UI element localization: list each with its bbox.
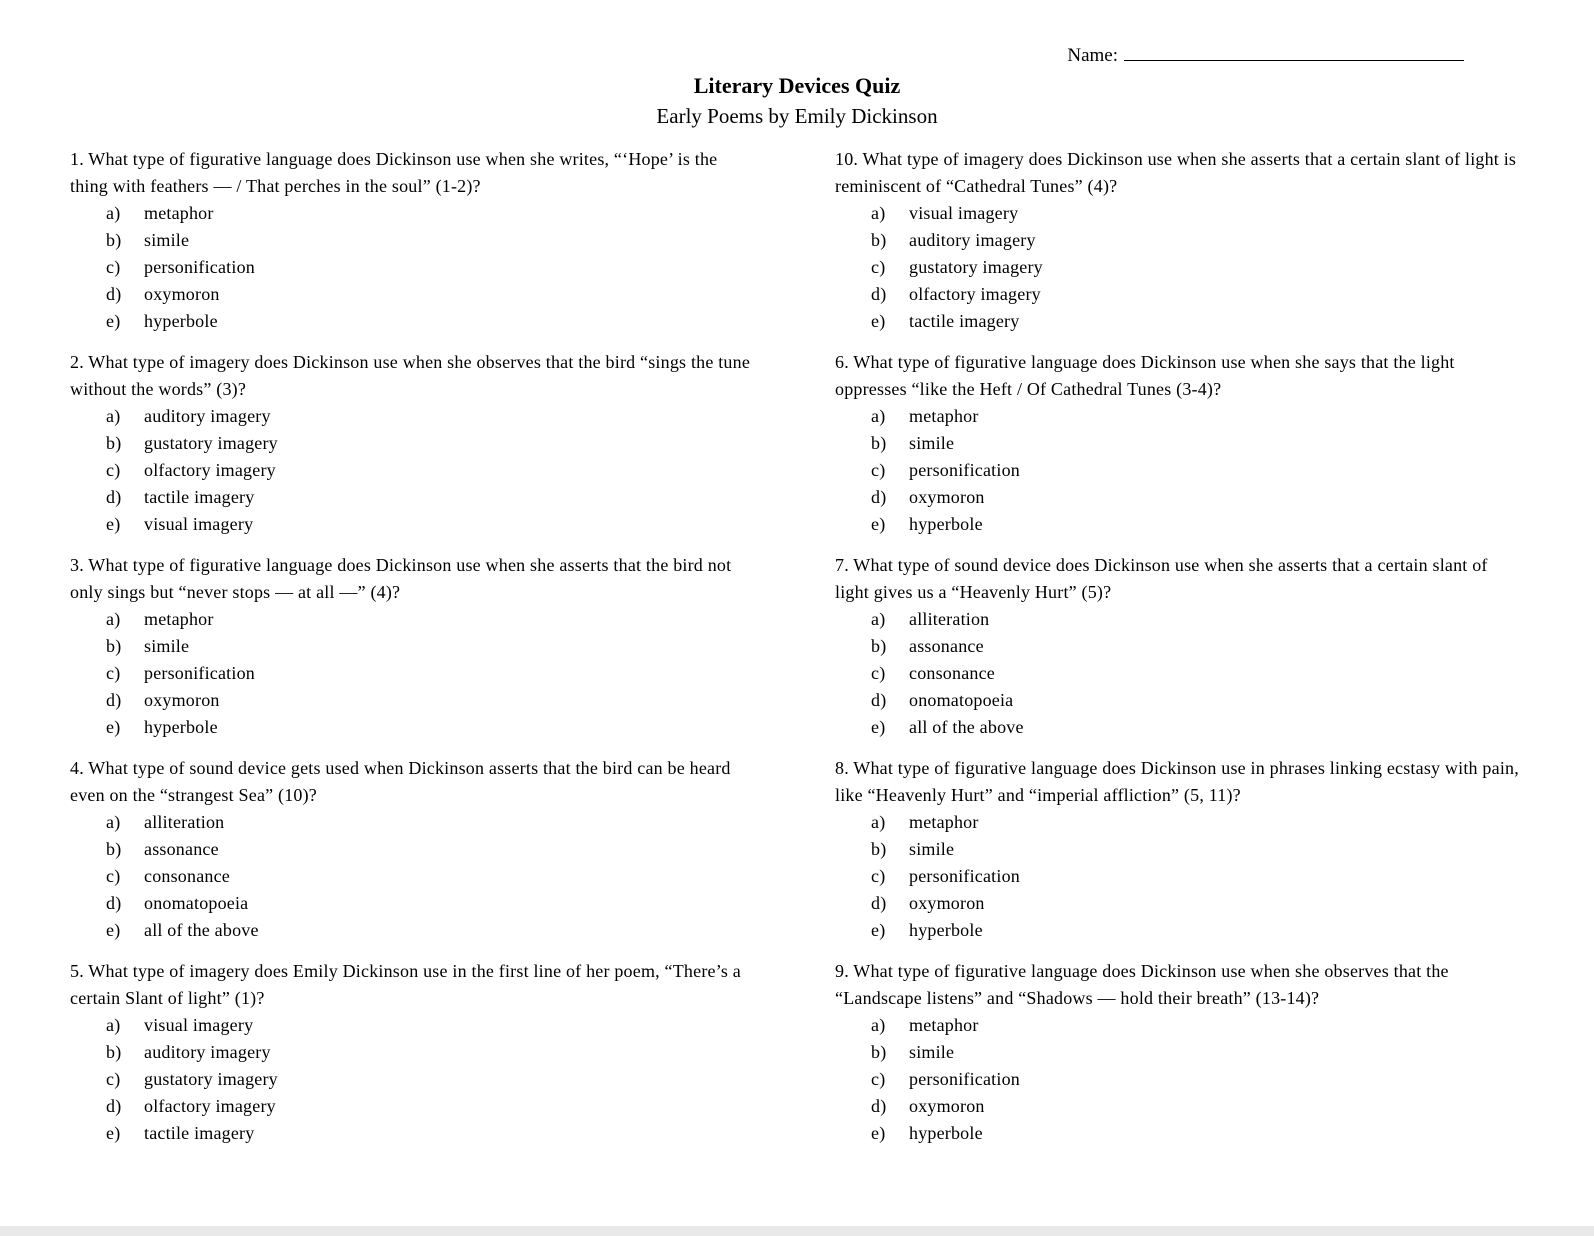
- option-letter: d): [106, 1096, 122, 1116]
- option-label: simile: [909, 839, 955, 859]
- answer-option: [835, 457, 1524, 484]
- option-letter: e): [871, 717, 886, 737]
- option-label: hyperbole: [909, 514, 983, 534]
- question-block: [70, 552, 759, 741]
- option-label: metaphor: [144, 609, 214, 629]
- column-left: [70, 146, 759, 1161]
- option-letter: e): [871, 311, 886, 331]
- option-letter: e): [106, 717, 121, 737]
- option-letter: a): [871, 1015, 886, 1035]
- option-label: oxymoron: [144, 690, 220, 710]
- option-letter: a): [871, 406, 886, 426]
- option-label: visual imagery: [144, 514, 254, 534]
- option-label: oxymoron: [144, 284, 220, 304]
- option-letter: b): [106, 636, 122, 656]
- name-row: [70, 42, 1524, 69]
- option-label: simile: [144, 636, 190, 656]
- option-label: consonance: [144, 866, 230, 886]
- option-label: simile: [909, 433, 955, 453]
- option-letter: b): [106, 1042, 122, 1062]
- name-label: Name:: [1067, 45, 1118, 66]
- option-letter: d): [871, 284, 887, 304]
- question-prompt: 3. What type of figurative language does Dickinson use when she asserts that the bird not only sings but “never stops — at all —” (4)?: [70, 555, 732, 602]
- question-prompt: 7. What type of sound device does Dickinson use when she asserts that a certain slant of light gives us a “Heavenly Hurt” (5)?: [835, 555, 1488, 602]
- option-label: onomatopoeia: [909, 690, 1014, 710]
- answer-option: [835, 1066, 1524, 1093]
- option-letter: b): [871, 433, 887, 453]
- answer-option: [70, 511, 759, 538]
- option-list: [70, 403, 759, 538]
- question-block: [835, 146, 1524, 335]
- answer-option: [835, 430, 1524, 457]
- option-letter: c): [106, 460, 121, 480]
- option-letter: b): [871, 1042, 887, 1062]
- option-label: alliteration: [144, 812, 225, 832]
- option-letter: d): [871, 487, 887, 507]
- option-label: olfactory imagery: [144, 1096, 276, 1116]
- option-label: metaphor: [144, 203, 214, 223]
- option-label: alliteration: [909, 609, 990, 629]
- question-block: [70, 958, 759, 1147]
- page-subtitle: Early Poems by Emily Dickinson: [656, 104, 938, 128]
- option-label: all of the above: [144, 920, 259, 940]
- option-label: metaphor: [909, 812, 979, 832]
- answer-option: [70, 890, 759, 917]
- question-prompt: 9. What type of figurative language does Dickinson use when she observes that the “Landscape listens” and “Shadows — hold their breath” (13-14)?: [835, 961, 1449, 1008]
- question-block: [835, 755, 1524, 944]
- question-prompt: 8. What type of figurative language does Dickinson use in phrases linking ecstasy with pain, like “Heavenly Hurt” and “imperial affliction” (5, 11)?: [835, 758, 1519, 805]
- option-letter: b): [871, 839, 887, 859]
- option-letter: a): [871, 812, 886, 832]
- option-list: [835, 200, 1524, 335]
- option-label: gustatory imagery: [144, 433, 278, 453]
- question-block: [835, 552, 1524, 741]
- answer-option: [835, 308, 1524, 335]
- answer-option: [835, 227, 1524, 254]
- option-label: oxymoron: [909, 893, 985, 913]
- option-letter: a): [106, 406, 121, 426]
- answer-option: [70, 1093, 759, 1120]
- option-label: visual imagery: [909, 203, 1019, 223]
- option-letter: b): [871, 230, 887, 250]
- option-letter: d): [871, 690, 887, 710]
- option-label: gustatory imagery: [144, 1069, 278, 1089]
- option-list: [835, 1012, 1524, 1147]
- option-list: [70, 809, 759, 944]
- option-letter: d): [106, 893, 122, 913]
- option-letter: d): [106, 487, 122, 507]
- option-list: [835, 606, 1524, 741]
- answer-option: [70, 227, 759, 254]
- option-letter: b): [106, 839, 122, 859]
- option-letter: c): [106, 257, 121, 277]
- answer-option: [835, 484, 1524, 511]
- answer-option: [70, 484, 759, 511]
- option-list: [835, 403, 1524, 538]
- option-label: assonance: [909, 636, 984, 656]
- answer-option: [835, 1039, 1524, 1066]
- option-list: [70, 1012, 759, 1147]
- answer-option: [70, 254, 759, 281]
- option-letter: c): [871, 257, 886, 277]
- answer-option: [70, 687, 759, 714]
- option-letter: c): [871, 663, 886, 683]
- answer-option: [70, 281, 759, 308]
- option-letter: e): [871, 1123, 886, 1143]
- option-label: all of the above: [909, 717, 1024, 737]
- answer-option: [835, 1012, 1524, 1039]
- option-letter: e): [106, 920, 121, 940]
- option-label: personification: [909, 1069, 1020, 1089]
- answer-option: [835, 714, 1524, 741]
- option-label: olfactory imagery: [144, 460, 276, 480]
- option-letter: c): [871, 460, 886, 480]
- option-letter: a): [106, 609, 121, 629]
- answer-option: [835, 403, 1524, 430]
- option-label: personification: [909, 460, 1020, 480]
- option-label: hyperbole: [909, 920, 983, 940]
- answer-option: [70, 457, 759, 484]
- answer-option: [70, 863, 759, 890]
- option-label: metaphor: [909, 1015, 979, 1035]
- option-letter: a): [106, 203, 121, 223]
- answer-option: [70, 1120, 759, 1147]
- page-title: Literary Devices Quiz: [693, 73, 901, 98]
- option-letter: c): [106, 663, 121, 683]
- answer-option: [835, 1120, 1524, 1147]
- question-prompt: 6. What type of figurative language does Dickinson use when she says that the light oppresses “like the Heft / Of Cathedral Tunes (3-4)?: [835, 352, 1455, 399]
- question-block: [70, 146, 759, 335]
- option-list: [835, 809, 1524, 944]
- question-block: [70, 755, 759, 944]
- answer-option: [70, 660, 759, 687]
- option-letter: e): [106, 311, 121, 331]
- option-label: consonance: [909, 663, 995, 683]
- question-prompt: 5. What type of imagery does Emily Dickinson use in the first line of her poem, “There’s a certain Slant of light” (1)?: [70, 961, 741, 1008]
- horizontal-scrollbar-track[interactable]: [0, 1226, 1594, 1236]
- option-letter: a): [871, 203, 886, 223]
- option-letter: d): [871, 1096, 887, 1116]
- option-letter: e): [871, 920, 886, 940]
- option-label: metaphor: [909, 406, 979, 426]
- question-block: [70, 349, 759, 538]
- option-label: hyperbole: [144, 717, 218, 737]
- question-prompt: 2. What type of imagery does Dickinson use when she observes that the bird “sings the tune without the words” (3)?: [70, 352, 751, 399]
- answer-option: [835, 1093, 1524, 1120]
- option-label: hyperbole: [909, 1123, 983, 1143]
- option-label: simile: [144, 230, 190, 250]
- answer-option: [835, 687, 1524, 714]
- answer-option: [70, 836, 759, 863]
- option-letter: b): [106, 433, 122, 453]
- option-list: [70, 200, 759, 335]
- option-letter: e): [106, 514, 121, 534]
- answer-option: [835, 836, 1524, 863]
- answer-option: [835, 863, 1524, 890]
- answer-option: [835, 890, 1524, 917]
- option-label: personification: [144, 663, 255, 683]
- answer-option: [835, 809, 1524, 836]
- option-letter: b): [106, 230, 122, 250]
- answer-option: [70, 1039, 759, 1066]
- option-label: onomatopoeia: [144, 893, 249, 913]
- question-prompt: 10. What type of imagery does Dickinson use when she asserts that a certain slant of light is reminiscent of “Cathedral Tunes” (4)?: [835, 149, 1517, 196]
- option-label: hyperbole: [144, 311, 218, 331]
- answer-option: [835, 200, 1524, 227]
- question-prompt: 4. What type of sound device gets used when Dickinson asserts that the bird can be heard even on the “strangest Sea” (10)?: [70, 758, 731, 805]
- option-letter: c): [106, 1069, 121, 1089]
- option-label: auditory imagery: [144, 406, 271, 426]
- option-letter: d): [106, 690, 122, 710]
- option-label: oxymoron: [909, 487, 985, 507]
- option-label: tactile imagery: [909, 311, 1020, 331]
- answer-option: [70, 430, 759, 457]
- answer-option: [835, 633, 1524, 660]
- answer-option: [70, 809, 759, 836]
- quiz-columns: [70, 146, 1524, 1161]
- name-blank-line: [1124, 42, 1464, 61]
- answer-option: [70, 714, 759, 741]
- option-letter: d): [871, 893, 887, 913]
- answer-option: [70, 1066, 759, 1093]
- option-label: gustatory imagery: [909, 257, 1043, 277]
- option-label: visual imagery: [144, 1015, 254, 1035]
- answer-option: [835, 606, 1524, 633]
- answer-option: [70, 633, 759, 660]
- answer-option: [70, 308, 759, 335]
- option-label: simile: [909, 1042, 955, 1062]
- column-right: [835, 146, 1524, 1161]
- option-letter: d): [106, 284, 122, 304]
- answer-option: [835, 281, 1524, 308]
- option-letter: a): [106, 812, 121, 832]
- answer-option: [835, 511, 1524, 538]
- answer-option: [835, 254, 1524, 281]
- option-letter: c): [871, 866, 886, 886]
- answer-option: [70, 403, 759, 430]
- answer-option: [835, 660, 1524, 687]
- answer-option: [70, 200, 759, 227]
- option-letter: b): [871, 636, 887, 656]
- option-letter: c): [871, 1069, 886, 1089]
- answer-option: [70, 606, 759, 633]
- option-letter: a): [106, 1015, 121, 1035]
- option-label: tactile imagery: [144, 1123, 255, 1143]
- option-letter: e): [871, 514, 886, 534]
- option-label: personification: [909, 866, 1020, 886]
- option-label: personification: [144, 257, 255, 277]
- option-letter: a): [871, 609, 886, 629]
- option-label: tactile imagery: [144, 487, 255, 507]
- question-block: [835, 958, 1524, 1147]
- option-letter: e): [106, 1123, 121, 1143]
- answer-option: [70, 917, 759, 944]
- option-label: oxymoron: [909, 1096, 985, 1116]
- option-label: assonance: [144, 839, 219, 859]
- answer-option: [70, 1012, 759, 1039]
- question-prompt: 1. What type of figurative language does Dickinson use when she writes, “‘Hope’ is the thing with feathers — / That perches in the soul” (1-2)?: [70, 149, 718, 196]
- option-label: auditory imagery: [144, 1042, 271, 1062]
- question-block: [835, 349, 1524, 538]
- answer-option: [835, 917, 1524, 944]
- option-label: auditory imagery: [909, 230, 1036, 250]
- option-label: olfactory imagery: [909, 284, 1041, 304]
- option-letter: c): [106, 866, 121, 886]
- option-list: [70, 606, 759, 741]
